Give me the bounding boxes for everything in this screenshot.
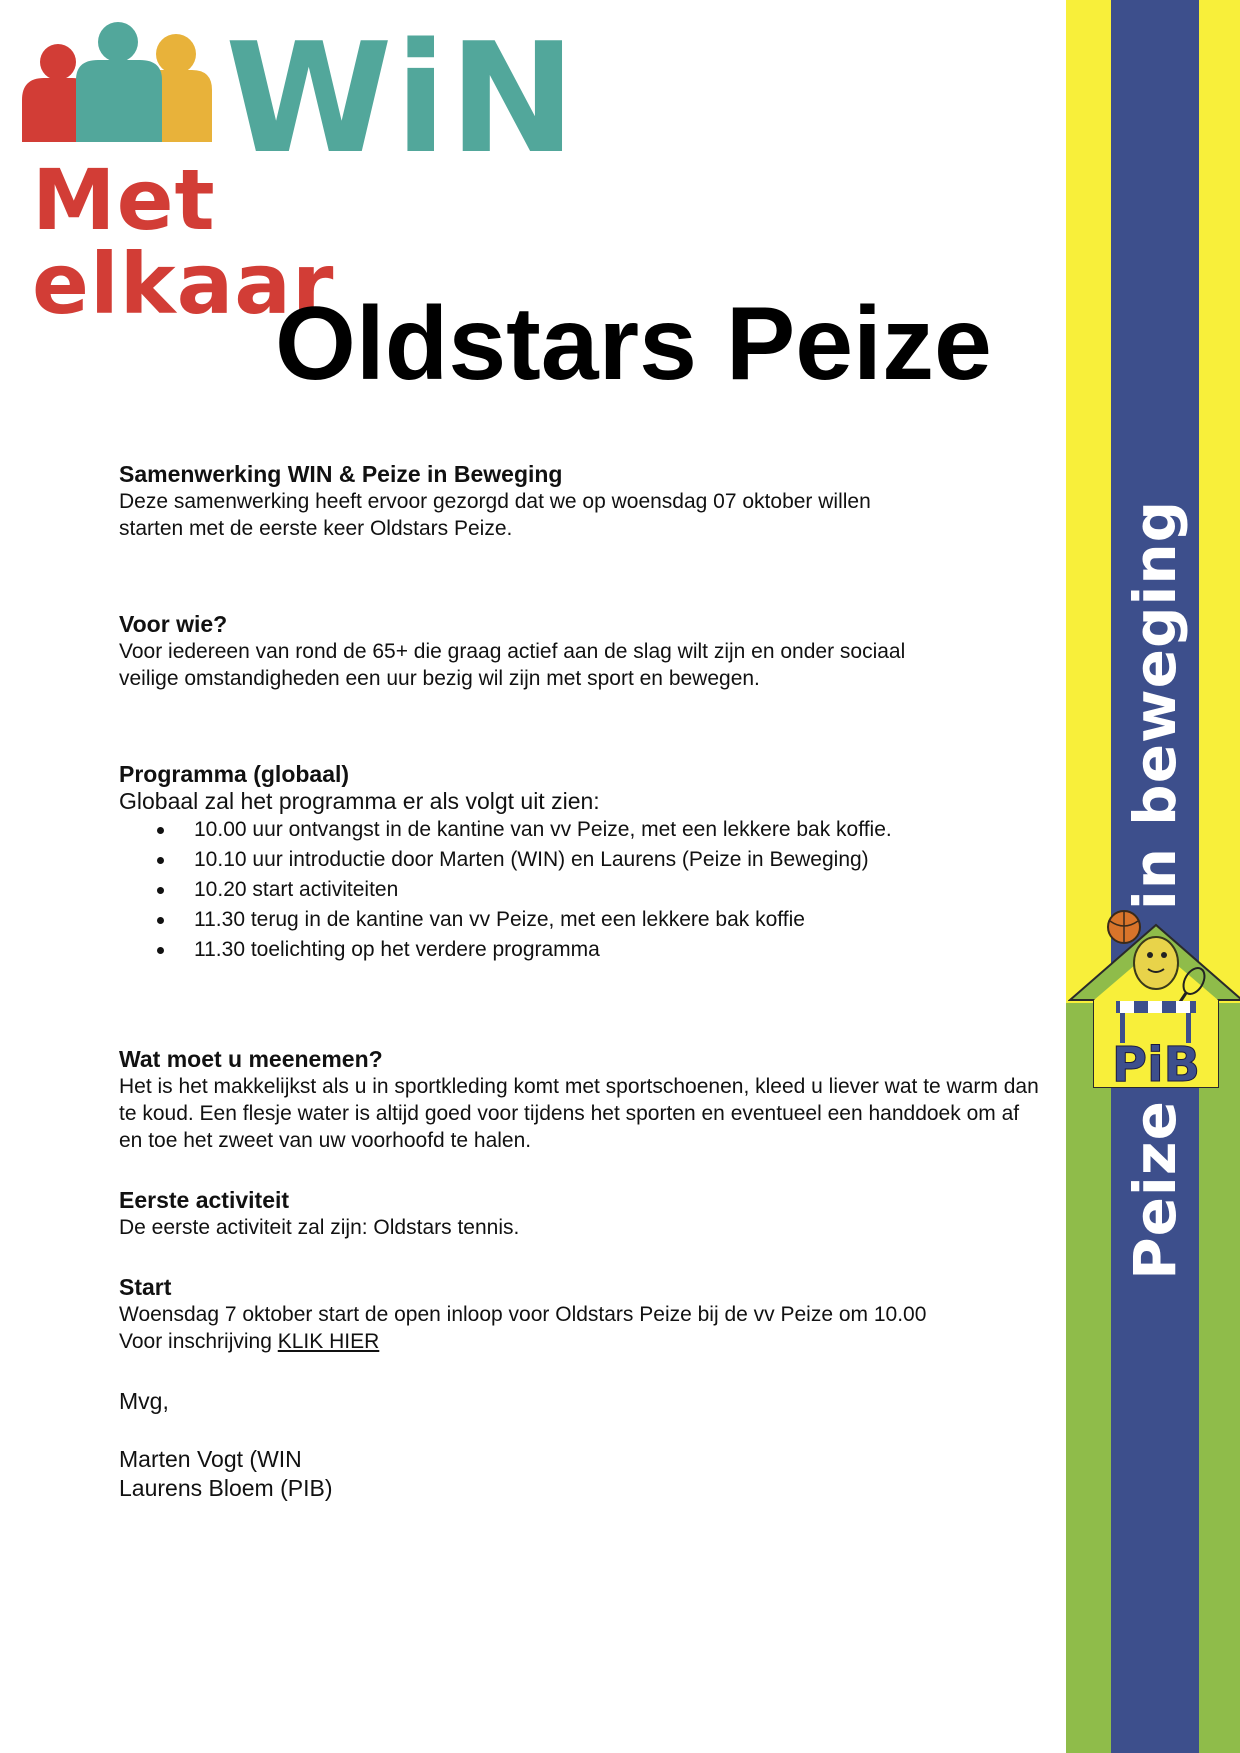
list-item: 10.10 uur introductie door Marten (WIN) en Laurens (Peize in Beweging) [194, 845, 1129, 875]
section-text-line: te koud. Een flesje water is altijd goed voor tijdens het sporten en eventueel een handdoek om af [119, 1102, 1020, 1125]
list-item: 11.30 toelichting op het verdere programma [194, 935, 1129, 965]
section-text-line: en toe het zweet van uw voorhoofd te halen. [119, 1129, 532, 1152]
signature-line: Laurens Bloem (PIB) [119, 1475, 333, 1501]
program-list [119, 815, 1129, 965]
section-heading: Voor wie? [119, 611, 228, 637]
signup-prefix: Voor inschrijving [119, 1330, 278, 1353]
section-heading: Programma (globaal) [119, 761, 350, 787]
section-text-line: Het is het makkelijkst als u in sportkleding komt met sportschoenen, kleed u liever wat te warm dan [119, 1075, 1039, 1098]
section-meenemen [119, 1045, 1129, 1154]
signup-link[interactable]: KLIK HIER [277, 1330, 380, 1353]
pib-mascot-logo [1068, 905, 1240, 1101]
logo-tagline: Met elkaar [32, 151, 335, 333]
side-banner [1066, 0, 1240, 1753]
program-intro: Globaal zal het programma er als volgt uit zien: [119, 788, 600, 814]
signature-line: Marten Vogt (WIN [119, 1446, 302, 1472]
section-heading: Eerste activiteit [119, 1187, 290, 1213]
list-item: 10.00 uur ontvangst in de kantine van vv Peize, met een lekkere bak koffie. [194, 815, 1129, 845]
pib-logo-text: PiB [1111, 1037, 1201, 1093]
section-text-line: starten met de eerste keer Oldstars Peize. [119, 517, 513, 540]
section-text-line: Woensdag 7 oktober start de open inloop voor Oldstars Peize bij de vv Peize om 10.00 [119, 1303, 927, 1326]
section-programma [119, 760, 1129, 965]
page-title: Oldstars Peize [275, 286, 992, 402]
section-start [119, 1273, 1129, 1355]
section-heading: Samenwerking WIN & Peize in Beweging [119, 461, 563, 487]
section-heading: Wat moet u meenemen? [119, 1046, 383, 1072]
logo-word: WiN [225, 10, 578, 187]
section-voor-wie [119, 610, 1129, 692]
section-text-line: De eerste activiteit zal zijn: Oldstars tennis. [119, 1216, 520, 1239]
section-text-line: veilige omstandigheden een uur bezig wil zijn met sport en bewegen. [119, 667, 760, 690]
banner-text-bottom: Peize [1121, 1100, 1189, 1280]
greeting: Mvg, [119, 1388, 169, 1414]
people-puzzle-icon [20, 20, 220, 150]
list-item: 11.30 terug in de kantine van vv Peize, met een lekkere bak koffie [194, 905, 1129, 935]
signup-line [119, 1328, 1129, 1355]
section-text-line: Voor iedereen van rond de 65+ die graag actief aan de slag wilt zijn en onder sociaal [119, 640, 906, 663]
banner-text-top: in beweging [1121, 499, 1189, 911]
section-text-line: Deze samenwerking heeft ervoor gezorgd dat we op woensdag 07 oktober willen [119, 490, 871, 513]
section-eerste-activiteit [119, 1186, 1129, 1241]
list-item: 10.20 start activiteiten [194, 875, 1129, 905]
section-samenwerking [119, 460, 1129, 542]
closing [119, 1387, 1129, 1503]
win-logo [20, 10, 578, 333]
section-heading: Start [119, 1274, 172, 1300]
document-body [119, 460, 1129, 1503]
